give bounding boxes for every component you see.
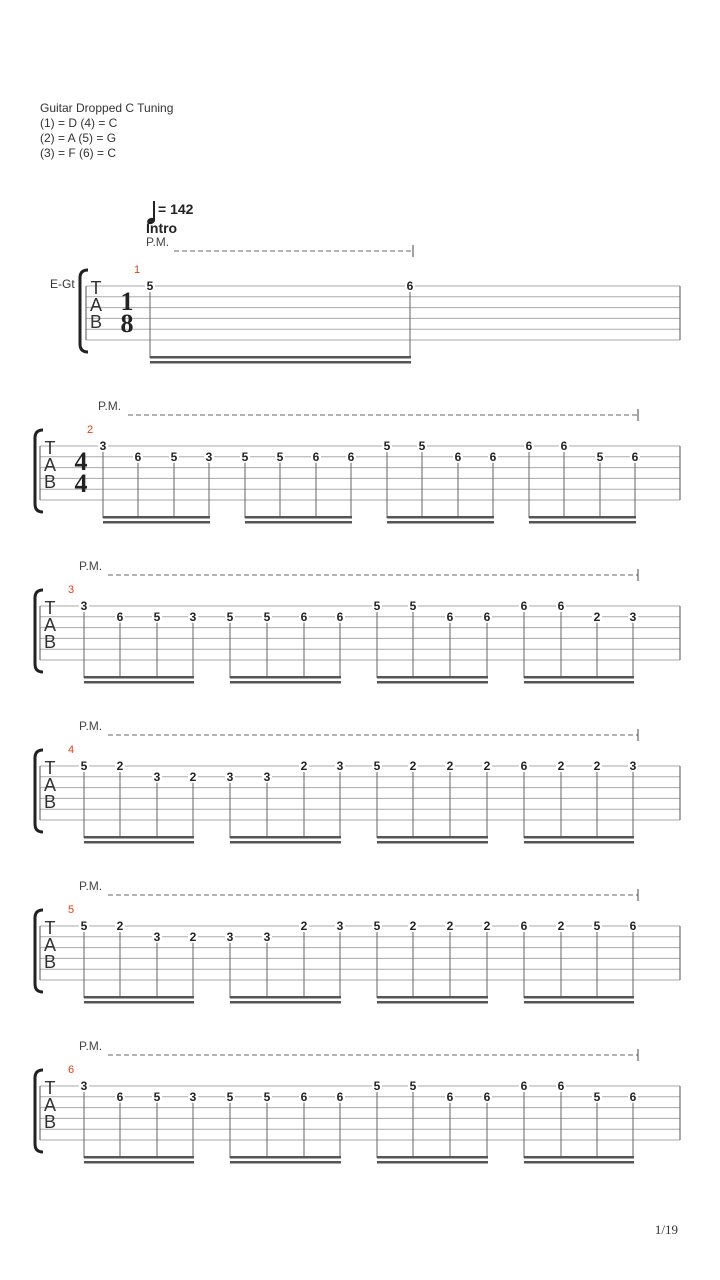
fret-number: 2 [189,769,197,784]
fret-number: 6 [116,1089,124,1104]
beam-secondary [524,681,634,684]
tab-clef-letter: B [43,632,57,652]
fret-number: 3 [336,759,344,773]
beam-secondary [377,1001,488,1004]
fret-number: 6 [520,599,528,613]
fret-number: 6 [629,919,637,933]
fret-number: 5 [170,449,178,464]
fret-number: 3 [226,769,234,784]
fret-number: 6 [336,1089,344,1104]
fret-number: 6 [116,609,124,624]
palm-mute-label: P.M. [79,719,103,733]
beam-secondary [377,841,488,844]
fret-number: 5 [373,759,381,773]
tuning-line-2: (2) = A (5) = G [40,131,117,145]
fret-number: 5 [80,759,88,773]
fret-number: 5 [418,439,426,453]
beam-secondary [387,521,494,524]
tab-clef-letter: A [43,775,57,795]
tab-clef-letter: B [43,952,57,972]
tab-clef-letter: T [44,918,56,938]
page-number: 1/19 [654,1222,678,1237]
fret-number: 3 [263,769,271,784]
fret-number: 3 [205,449,213,464]
beam-primary [377,996,488,999]
fret-number: 3 [226,929,234,944]
beam-primary [230,1156,341,1159]
fret-number: 5 [373,919,381,933]
beam-secondary [377,1161,488,1164]
tab-clef-letter: B [43,1112,57,1132]
time-sig-top: 1 [120,287,134,316]
fret-number: 2 [593,759,601,773]
beam-primary [524,836,634,839]
tab-clef-letter: A [89,295,103,315]
fret-number: 2 [189,929,197,944]
beam-secondary [230,841,341,844]
fret-number: 2 [557,759,565,773]
tab-clef-letter: B [89,312,103,332]
beam-secondary [245,521,352,524]
fret-number: 6 [300,609,308,624]
tab-clef-letter: A [43,615,57,635]
fret-number: 6 [336,609,344,624]
fret-number: 5 [263,1089,271,1104]
beam-primary [377,836,488,839]
fret-number: 5 [226,609,234,624]
beam-primary [529,516,636,519]
beam-secondary [84,1161,194,1164]
beam-secondary [529,521,636,524]
beam-secondary [84,1001,194,1004]
fret-number: 3 [336,919,344,933]
fret-number: 5 [409,599,417,613]
fret-number: 5 [226,1089,234,1104]
fret-number: 6 [557,1079,565,1093]
bar-number: 4 [67,744,75,756]
time-sig-top: 4 [74,447,88,476]
fret-number: 5 [596,449,604,464]
time-sig-bottom: 8 [120,309,134,338]
fret-number: 6 [312,449,320,464]
fret-number: 6 [557,599,565,613]
fret-number: 2 [446,759,454,773]
bar-number: 3 [67,584,75,596]
fret-number: 6 [629,1089,637,1104]
beam-primary [84,996,194,999]
fret-number: 3 [629,759,637,773]
fret-number: 5 [153,609,161,624]
tab-clef-letter: B [43,472,57,492]
beam-primary [245,516,352,519]
beam-primary [230,676,341,679]
beam-secondary [230,681,341,684]
palm-mute-label: P.M. [79,879,103,893]
beam-primary [377,676,488,679]
fret-number: 6 [489,449,497,464]
beam-primary [84,836,194,839]
fret-number: 5 [146,279,154,293]
fret-number: 3 [99,439,107,453]
fret-number: 5 [409,1079,417,1093]
tab-clef-letter: T [44,758,56,778]
tuning-line-1: (1) = D (4) = C [40,116,118,130]
beam-secondary [230,1161,341,1164]
fret-number: 2 [593,609,601,624]
fret-number: 2 [483,919,491,933]
fret-number: 6 [520,1079,528,1093]
fret-number: 5 [373,599,381,613]
bar-number: 2 [86,424,94,436]
fret-number: 6 [134,449,142,464]
fret-number: 2 [300,919,308,933]
fret-number: 3 [80,1079,88,1093]
tab-clef-letter: B [43,792,57,812]
fret-number: 6 [525,439,533,453]
beam-secondary [103,521,210,524]
fret-number: 3 [153,769,161,784]
section-label: Intro [146,220,178,236]
fret-number: 3 [189,609,197,624]
fret-number: 5 [593,1089,601,1104]
fret-number: 6 [520,759,528,773]
tab-clef-letter: T [44,438,56,458]
beam-secondary [230,1001,341,1004]
fret-number: 5 [80,919,88,933]
beam-secondary [524,1001,634,1004]
time-sig-bottom: 4 [74,469,88,498]
tuning-title: Guitar Dropped C Tuning [40,101,174,115]
beam-secondary [377,681,488,684]
fret-number: 2 [483,759,491,773]
fret-number: 5 [153,1089,161,1104]
tab-clef-letter: T [44,1078,56,1098]
fret-number: 2 [446,919,454,933]
fret-number: 3 [189,1089,197,1104]
fret-number: 3 [80,599,88,613]
fret-number: 5 [263,609,271,624]
tuning-line-3: (3) = F (6) = C [40,146,117,160]
tab-clef-letter: A [43,935,57,955]
fret-number: 6 [406,279,414,293]
beam-secondary [84,841,194,844]
beam-secondary [84,681,194,684]
beam-primary [84,1156,194,1159]
beam-primary [103,516,210,519]
beam-primary [524,1156,634,1159]
fret-number: 3 [629,609,637,624]
fret-number: 6 [446,609,454,624]
fret-number: 5 [593,919,601,933]
fret-number: 5 [276,449,284,464]
fret-number: 6 [560,439,568,453]
beam-secondary [150,361,411,364]
fret-number: 5 [373,1079,381,1093]
fret-number: 6 [300,1089,308,1104]
beam-primary [524,996,634,999]
fret-number: 6 [347,449,355,464]
fret-number: 2 [409,919,417,933]
bar-number: 1 [133,264,141,276]
fret-number: 2 [557,919,565,933]
palm-mute-label: P.M. [98,399,122,413]
palm-mute-label: P.M. [79,1039,103,1053]
fret-number: 2 [116,919,124,933]
tab-clef-letter: T [44,598,56,618]
tab-clef-letter: T [90,278,102,298]
fret-number: 2 [300,759,308,773]
fret-number: 6 [483,609,491,624]
palm-mute-label: P.M. [146,235,170,249]
fret-number: 6 [631,449,639,464]
fret-number: 6 [446,1089,454,1104]
tab-clef-letter: A [43,1095,57,1115]
fret-number: 6 [520,919,528,933]
beam-secondary [524,1161,634,1164]
beam-primary [524,676,634,679]
beam-primary [84,676,194,679]
fret-number: 2 [116,759,124,773]
beam-primary [230,836,341,839]
bar-number: 6 [67,1064,75,1076]
fret-number: 6 [483,1089,491,1104]
fret-number: 6 [454,449,462,464]
beam-primary [377,1156,488,1159]
fret-number: 3 [153,929,161,944]
beam-primary [230,996,341,999]
tab-clef-letter: A [43,455,57,475]
instrument-label: E-Gt [50,277,75,291]
beam-secondary [524,841,634,844]
beam-primary [150,356,411,359]
bar-number: 5 [67,904,75,916]
tempo-value: = 142 [158,201,194,217]
palm-mute-label: P.M. [79,559,103,573]
fret-number: 2 [409,759,417,773]
fret-number: 3 [263,929,271,944]
fret-number: 5 [241,449,249,464]
fret-number: 5 [383,439,391,453]
beam-primary [387,516,494,519]
